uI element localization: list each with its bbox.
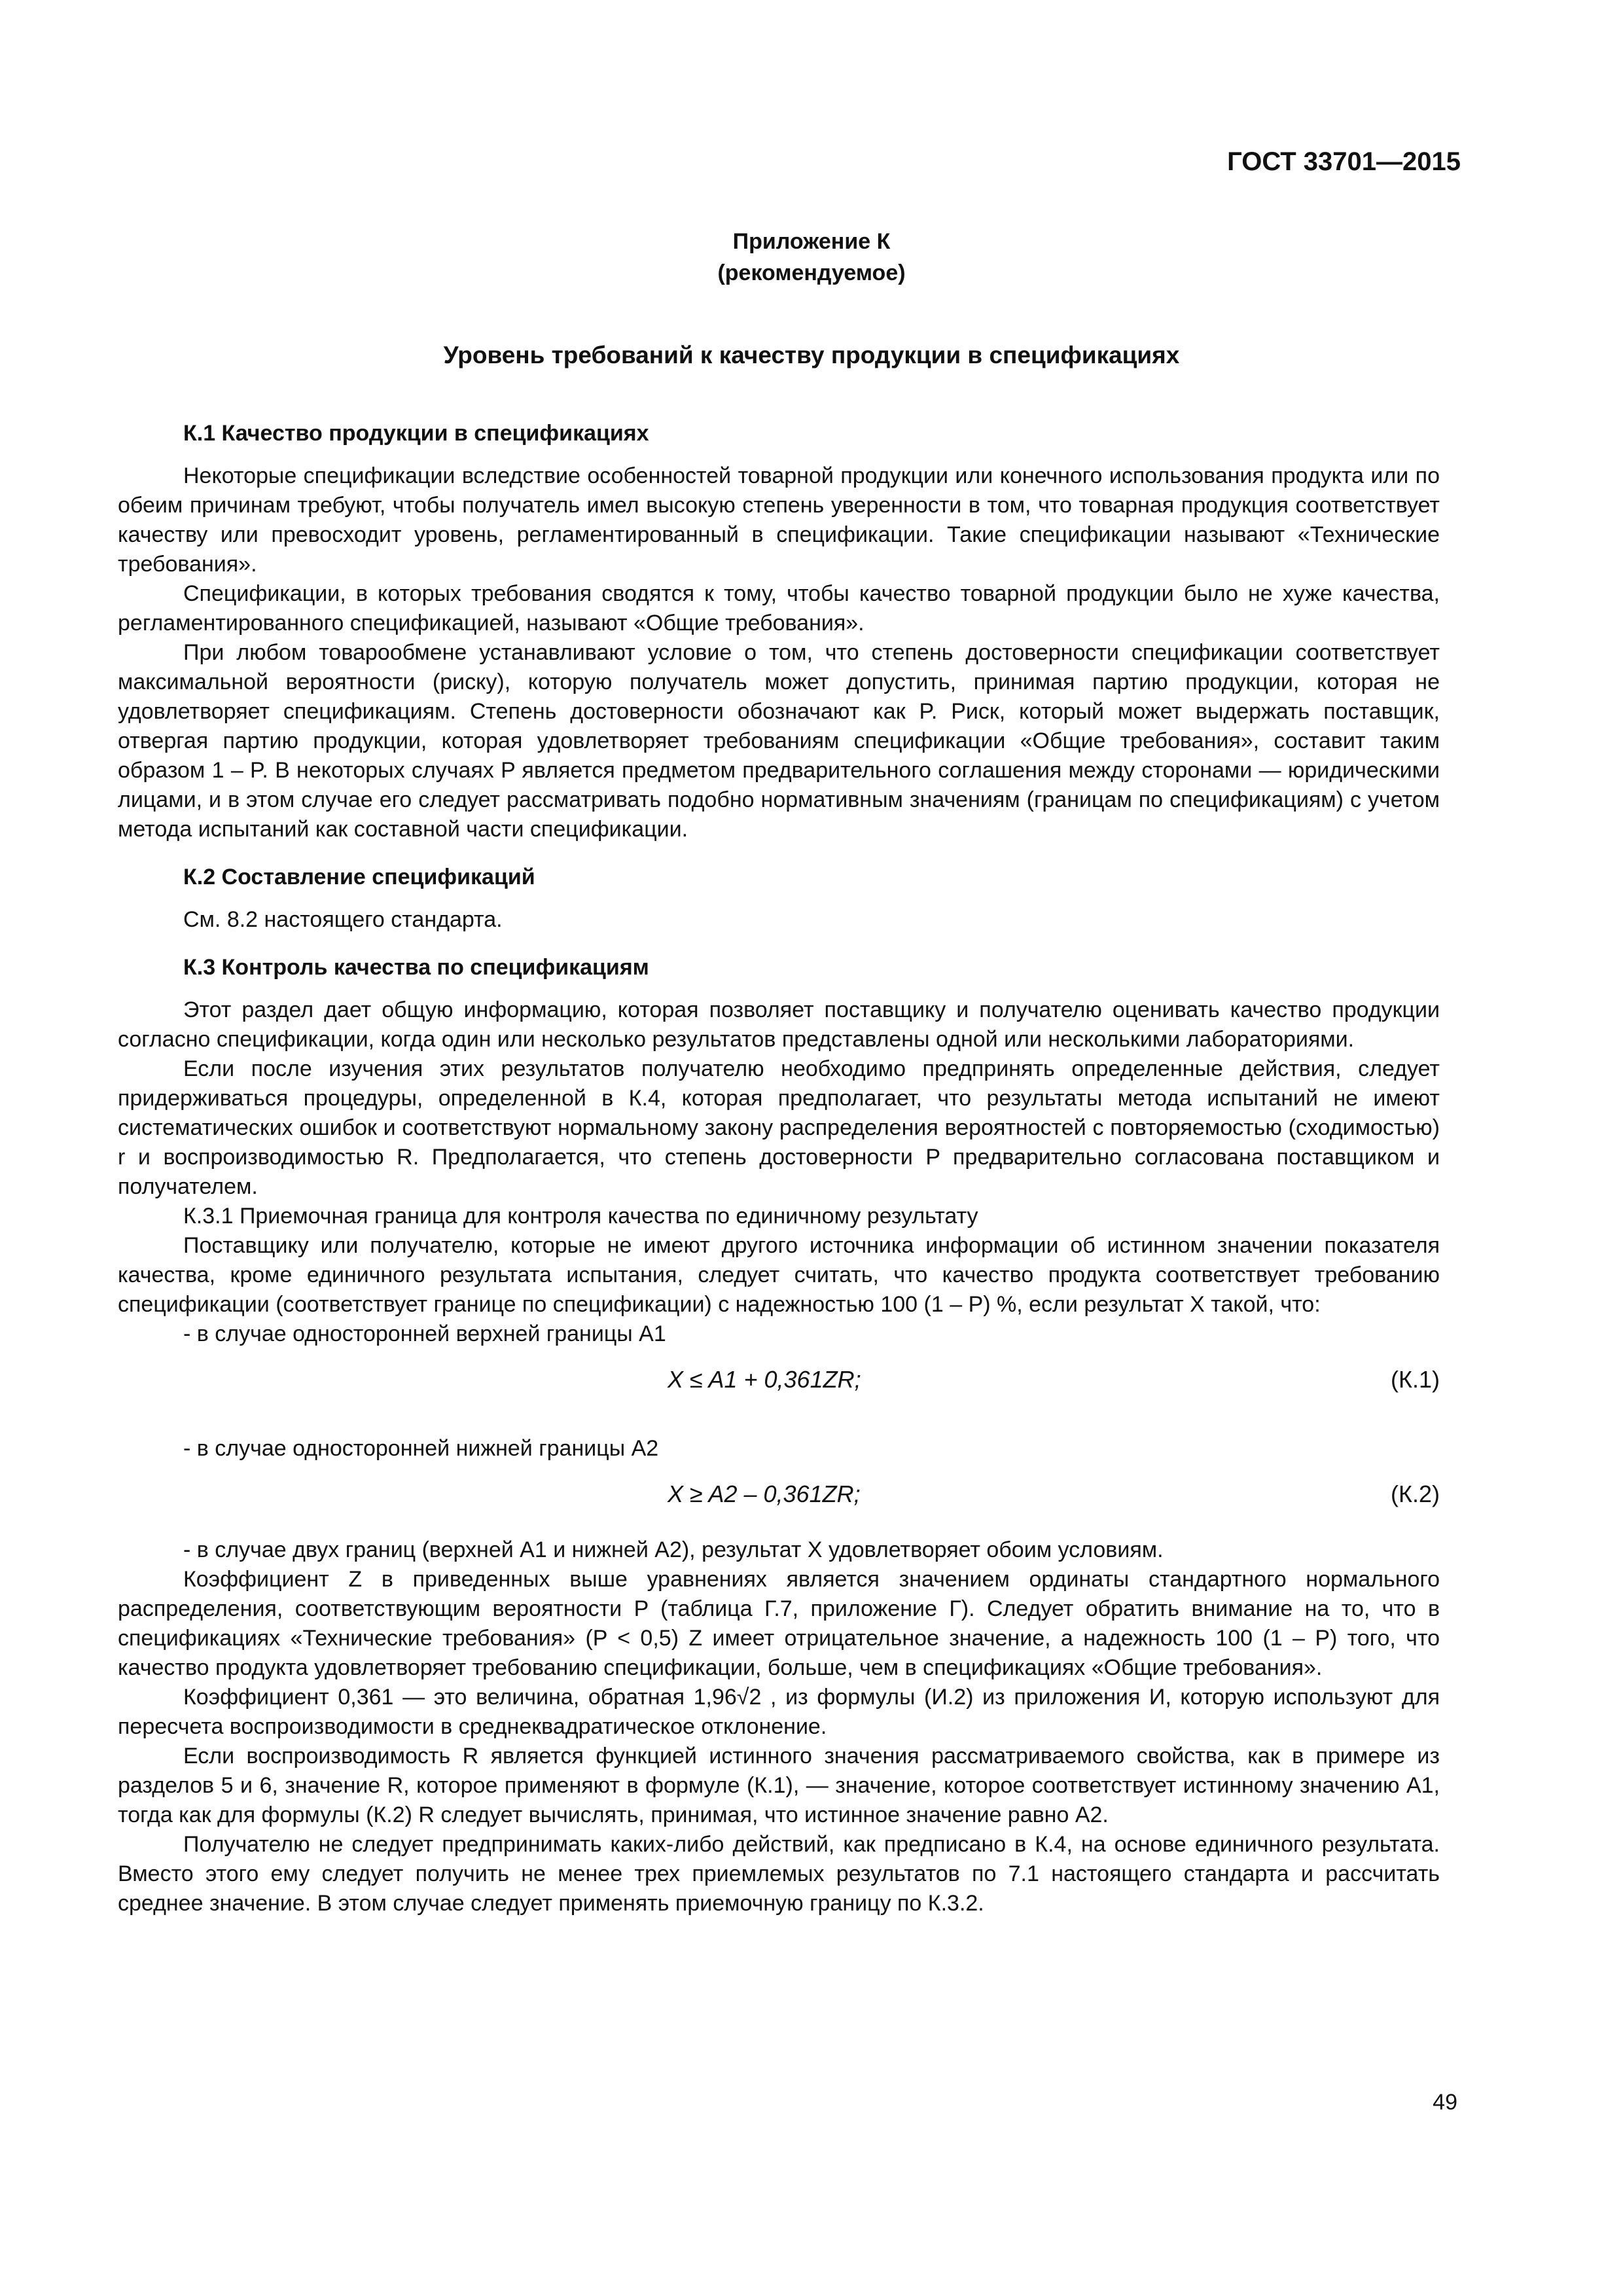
formula-number: (К.2)	[1391, 1480, 1440, 1507]
section-heading-k3: К.3 Контроль качества по спецификациям	[183, 955, 649, 980]
formula-number: (К.1)	[1391, 1366, 1440, 1393]
paragraph: Этот раздел дает общую информацию, которая позволяет поставщику и получателю оценивать качество продукции согласно спецификации, когда один или несколько результатов представлены одной или несколькими лабораториями.	[118, 997, 1440, 1052]
section-heading-k1: К.1 Качество продукции в спецификациях	[183, 421, 649, 446]
paragraph: При любом товарообмене устанавливают условие о том, что степень достоверности спецификации соответствует максимальной вероятности (риску), которую получатель может допустить, принимая партию продукции, которая не удовлетворяет спецификациям. Степень достоверности обозначают как P. Риск, который может выдержать поставщик, отвергая партию продукции, которая удовлетворяет требованиям спецификации «Общие требования», составит таким образом 1 – P. В некоторых случаях P является предметом предварительного соглашения между сторонами — юридическими лицами, и в этом случае его следует рассматривать подобно нормативным значениям (границам по спецификациям) с учетом метода испытаний как составной части спецификации.	[118, 640, 1440, 842]
formula-k1	[118, 1349, 1440, 1421]
condition-item: - в случае односторонней нижней границы A2	[183, 1436, 659, 1461]
document-code: ГОСТ 33701—2015	[1227, 147, 1461, 176]
paragraph: Получателю не следует предпринимать каких-либо действий, как предписано в К.4, на основе единичного результата. Вместо этого ему следует получить не менее трех приемлемых результатов по 7.1 настоящего стандарта и рассчитать среднее значение. В этом случае следует применять приемочную границу по К.3.2.	[118, 1832, 1440, 1916]
formula-expression: X ≤ A1 + 0,361ZR;	[668, 1366, 861, 1393]
paragraph: Коэффициент Z в приведенных выше уравнениях является значением ординаты стандартного нормального распределения, соответствующим вероятности P (таблица Г.7, приложение Г). Следует обратить внимание на то, что в спецификациях «Технические требования» (P < 0,5) Z имеет отрицательное значение, а надежность 100 (1 – P) того, что качество продукта удовлетворяет требованию спецификации, больше, чем в спецификациях «Общие требования».	[118, 1567, 1440, 1680]
condition-item: - в случае двух границ (верхней A1 и нижней A2), результат X удовлетворяет обоим условиям.	[183, 1537, 1164, 1562]
appendix-title: Уровень требований к качеству продукции в спецификациях	[443, 342, 1180, 368]
appendix-status: (рекомендуемое)	[717, 260, 906, 285]
paragraph: Спецификации, в которых требования сводятся к тому, чтобы качество товарной продукции было не хуже качества, регламентированного спецификацией, называют «Общие требования».	[118, 581, 1440, 636]
paragraph: Поставщику или получателю, которые не имеют другого источника информации об истинном значении показателя качества, кроме единичного результата испытания, следует считать, что качество продукта соответствует требованию спецификации (соответствует границе по спецификации) с надежностью 100 (1 – P) %, если результат X такой, что:	[118, 1233, 1440, 1317]
paragraph: Некоторые спецификации вследствие особенностей товарной продукции или конечного использования продукта или по обеим причинам требуют, чтобы получатель имел высокую степень уверенности в том, что товарная продукция соответствует качеству или превосходит уровень, регламентированный в спецификации. Такие спецификации называют «Технические требования».	[118, 463, 1440, 577]
section-heading-k2: К.2 Составление спецификаций	[183, 865, 535, 889]
body-text	[118, 419, 1440, 1918]
paragraph: См. 8.2 настоящего стандарта.	[183, 907, 503, 932]
page-number: 49	[1433, 2090, 1457, 2115]
formula-k2	[118, 1463, 1440, 1535]
formula-expression: X ≥ A2 – 0,361ZR;	[668, 1480, 861, 1507]
condition-item: - в случае односторонней верхней границы A1	[183, 1321, 666, 1346]
paragraph: Коэффициент 0,361 — это величина, обратная 1,96√2 , из формулы (И.2) из приложения И, которую используют для пересчета воспроизводимости в среднеквадратическое отклонение.	[118, 1685, 1440, 1739]
paragraph: Если после изучения этих результатов получателю необходимо предпринять определенные действия, следует придерживаться процедуры, определенной в К.4, которая предполагает, что результаты метода испытаний не имеют систематических ошибок и соответствуют нормальному закону распределения вероятностей с повторяемостью (сходимостью) r и воспроизводимостью R. Предполагается, что степень достоверности P предварительно согласована поставщиком и получателем.	[118, 1056, 1440, 1199]
subsection-heading: К.3.1 Приемочная граница для контроля качества по единичному результату	[183, 1204, 978, 1229]
appendix-label: Приложение К	[732, 229, 891, 254]
paragraph: Если воспроизводимость R является функцией истинного значения рассматриваемого свойства, как в примере из разделов 5 и 6, значение R, которое применяют в формуле (К.1), — значение, которое соответствует истинному значению A1, тогда как для формулы (К.2) R следует вычислять, принимая, что истинное значение равно A2.	[118, 1744, 1440, 1827]
